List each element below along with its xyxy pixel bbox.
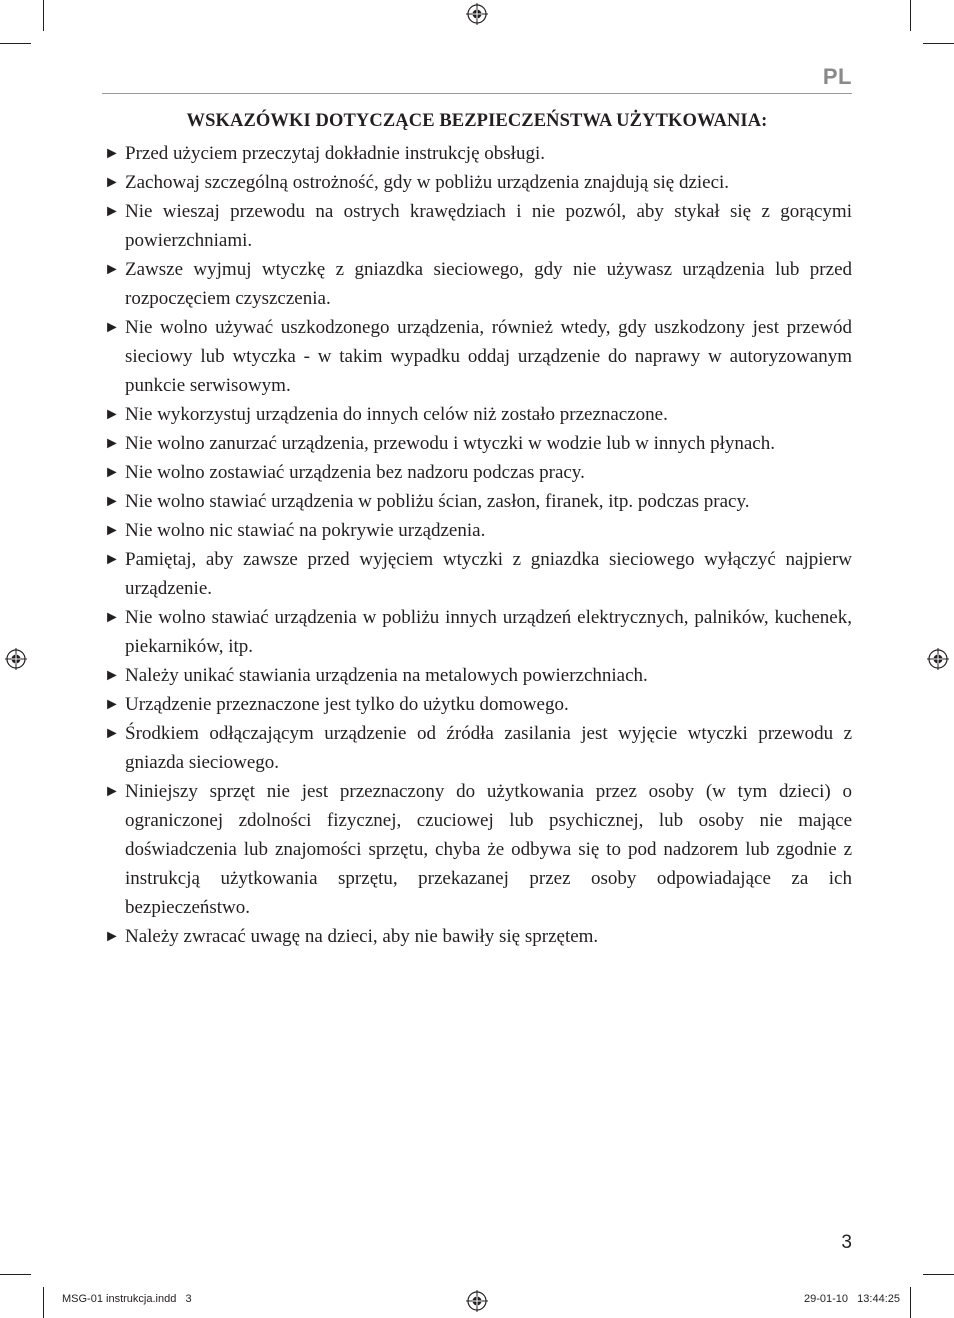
list-item-text: Przed użyciem przeczytaj dokładnie instrukcję obsługi.: [125, 143, 545, 164]
list-item: [102, 777, 852, 922]
list-item-text: Pamiętaj, aby zawsze przed wyjęciem wtyczki z gniazdka sieciowego wyłączyć najpierw urządzenie.: [125, 549, 852, 599]
list-item: [102, 719, 852, 777]
section-heading: WSKAZÓWKI DOTYCZĄCE BEZPIECZEŃSTWA UŻYTKOWANIA:: [186, 111, 768, 131]
list-item: [102, 545, 852, 603]
list-item: [102, 487, 852, 516]
list-item: [102, 690, 852, 719]
list-item-text: Nie wieszaj przewodu na ostrych krawędziach i nie pozwól, aby stykał się z gorącymi powierzchniami.: [125, 201, 852, 251]
bullet-arrow-icon: ►: [104, 522, 120, 539]
list-item: [102, 139, 852, 168]
list-item: [102, 516, 852, 545]
slug-datetime: 29-01-10 13:44:25: [803, 1293, 900, 1305]
language-tab: PL: [822, 64, 852, 89]
crop-mark-top-right-vertical: [910, 0, 911, 31]
bullet-arrow-icon: ►: [104, 174, 120, 191]
bullet-arrow-icon: ►: [104, 464, 120, 481]
list-item-text: Zawsze wyjmuj wtyczkę z gniazdka sieciowego, gdy nie używasz urządzenia lub przed rozpoczęciem czyszczenia.: [125, 259, 852, 309]
page-number: 3: [841, 1232, 852, 1253]
list-item: [102, 429, 852, 458]
bullet-arrow-icon: ►: [104, 928, 120, 945]
crop-mark-top-left-horizontal: [0, 43, 31, 44]
list-item-text: Zachowaj szczególną ostrożność, gdy w pobliżu urządzenia znajdują się dzieci.: [125, 172, 730, 193]
registration-mark-icon: [466, 3, 488, 25]
crop-mark-bottom-right-vertical: [910, 1287, 911, 1318]
list-item: [102, 168, 852, 197]
list-item-text: Nie wolno nic stawiać na pokrywie urządzenia.: [125, 520, 486, 541]
registration-mark-icon: [927, 648, 949, 670]
list-item-text: Należy zwracać uwagę na dzieci, aby nie bawiły się sprzętem.: [125, 926, 599, 947]
list-item-text: Nie wykorzystuj urządzenia do innych celów niż zostało przeznaczone.: [125, 404, 668, 425]
bullet-arrow-icon: ►: [104, 261, 120, 278]
crop-mark-top-left-vertical: [43, 0, 44, 31]
bullet-arrow-icon: ►: [104, 203, 120, 220]
bullet-arrow-icon: ►: [104, 551, 120, 568]
bullet-arrow-icon: ►: [104, 696, 120, 713]
bullet-arrow-icon: ►: [104, 406, 120, 423]
header-rule: [102, 93, 852, 94]
bullet-arrow-icon: ►: [104, 493, 120, 510]
list-item: [102, 400, 852, 429]
bullet-arrow-icon: ►: [104, 667, 120, 684]
list-item-text: Urządzenie przeznaczone jest tylko do użytku domowego.: [125, 694, 569, 715]
list-item-text: Nie wolno zostawiać urządzenia bez nadzoru podczas pracy.: [125, 462, 585, 483]
bullet-arrow-icon: ►: [104, 145, 120, 162]
list-item: [102, 313, 852, 400]
bullet-arrow-icon: ►: [104, 783, 120, 800]
list-item: [102, 661, 852, 690]
crop-mark-bottom-left-horizontal: [0, 1274, 31, 1275]
list-item-text: Nie wolno stawiać urządzenia w pobliżu innych urządzeń elektrycznych, palników, kuchenek, piekarników, itp.: [125, 607, 852, 657]
crop-mark-bottom-left-vertical: [43, 1287, 44, 1318]
bullet-arrow-icon: ►: [104, 725, 120, 742]
crop-mark-top-right-horizontal: [923, 43, 954, 44]
bullet-arrow-icon: ►: [104, 319, 120, 336]
list-item-text: Niniejszy sprzęt nie jest przeznaczony do użytkowania przez osoby (w tym dzieci) o ograniczonej zdolności fizycznej, czuciowej lub psychicznej, lub osoby nie mające doświadczenia lub znajomości sprzętu, chyba że odbywa się to pod nadzorem lub zgodnie z instrukcją użytkowania sprzętu, przekazanej przez osoby odpowiadające za ich bezpieczeństwo.: [125, 781, 852, 918]
slug-filename: MSG-01 instrukcja.indd 3: [62, 1293, 192, 1305]
registration-mark-icon: [466, 1290, 488, 1312]
list-item-text: Środkiem odłączającym urządzenie od źródła zasilania jest wyjęcie wtyczki przewodu z gniazda sieciowego.: [125, 723, 852, 773]
list-item-text: Nie wolno używać uszkodzonego urządzenia, również wtedy, gdy uszkodzony jest przewód sieciowy lub wtyczka - w takim wypadku oddaj urządzenie do naprawy w autoryzowanym punkcie serwisowym.: [125, 317, 852, 396]
list-item: [102, 197, 852, 255]
list-item: [102, 603, 852, 661]
list-item-text: Należy unikać stawiania urządzenia na metalowych powierzchniach.: [125, 665, 648, 686]
list-item: [102, 255, 852, 313]
registration-mark-icon: [5, 648, 27, 670]
bullet-arrow-icon: ►: [104, 609, 120, 626]
list-item: [102, 458, 852, 487]
list-item-text: Nie wolno zanurzać urządzenia, przewodu i wtyczki w wodzie lub w innych płynach.: [125, 433, 775, 454]
list-item-text: Nie wolno stawiać urządzenia w pobliżu ścian, zasłon, firanek, itp. podczas pracy.: [125, 491, 750, 512]
bullet-arrow-icon: ►: [104, 435, 120, 452]
list-item: [102, 922, 852, 951]
crop-mark-bottom-right-horizontal: [923, 1274, 954, 1275]
safety-instructions-list: [102, 139, 852, 951]
